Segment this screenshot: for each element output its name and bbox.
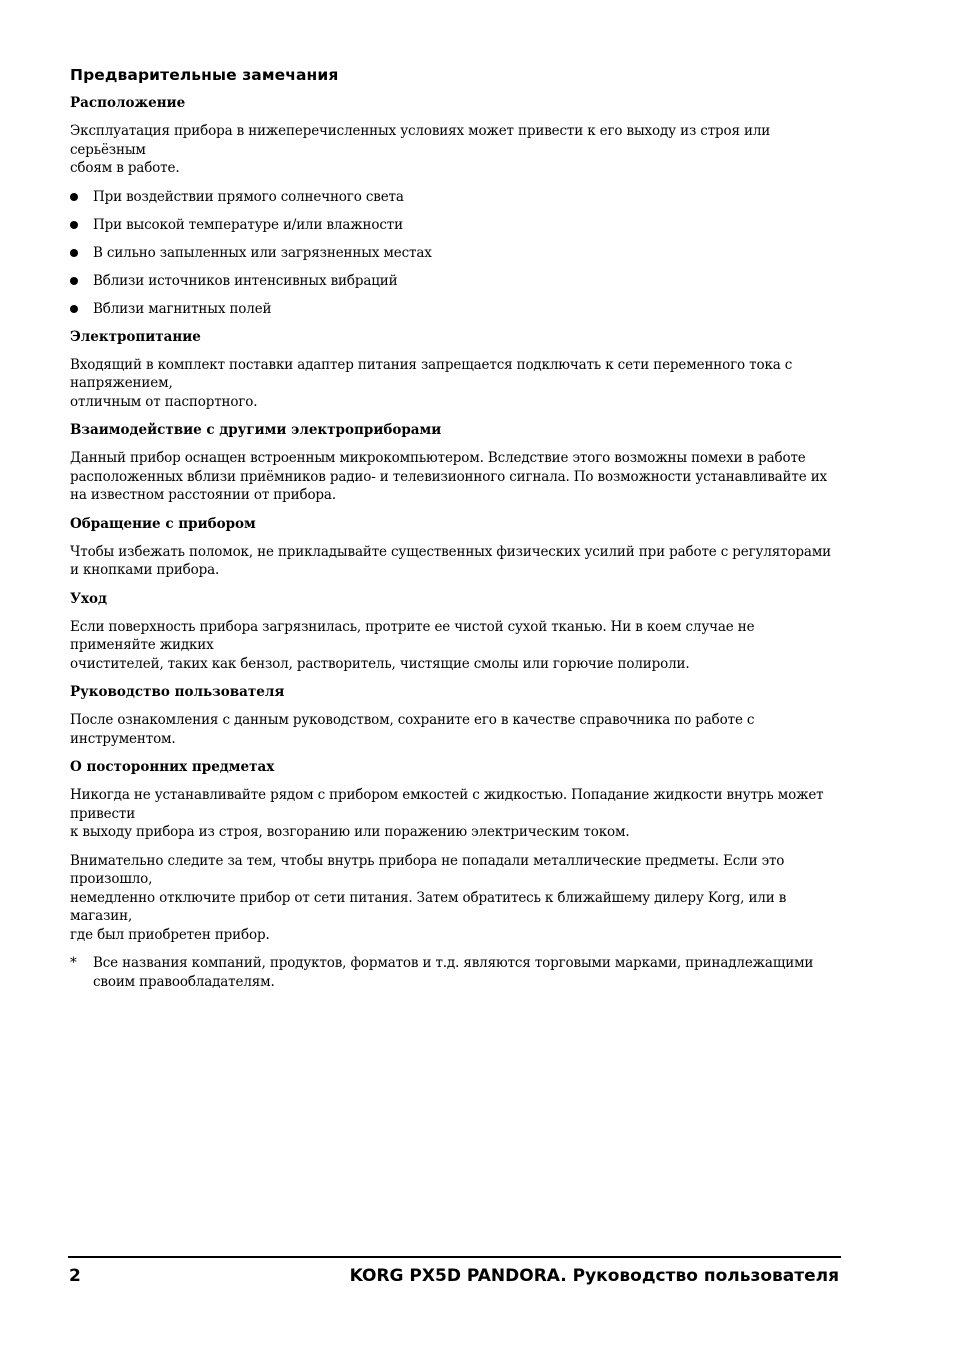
bullet-icon: [70, 221, 78, 229]
heading-interference: Взаимодействие с другими электроприборами: [70, 422, 442, 438]
asterisk-icon: *: [70, 955, 77, 971]
paragraph-care: Если поверхность прибора загрязнилась, протрите ее чистой сухой тканью. Ни в коем случае не применяйте жидких очистителей, таких как бензол, растворитель, чистящие смолы или горючие полироли.: [70, 618, 755, 672]
bullet-icon: [70, 249, 78, 257]
footer-title: KORG PX5D PANDORA. Руководство пользователя: [349, 1266, 839, 1286]
paragraph-liquids: Никогда не устанавливайте рядом с прибором емкостей с жидкостью. Попадание жидкости внутрь может привести к выходу прибора из строя, возгоранию или поражению электрическим током.: [70, 787, 824, 840]
page-title: Предварительные замечания: [70, 66, 339, 84]
trademark-note: * Все названия компаний, продуктов, форматов и т.д. являются торговыми марками, принадлежащими своим правообладателям.: [70, 955, 814, 990]
list-item: Вблизи магнитных полей: [70, 300, 842, 318]
page-footer: [68, 1266, 841, 1292]
paragraph-metal-objects: Внимательно следите за тем, чтобы внутрь прибора не попадали металлические предметы. Если это произошло, немедленно отключите прибор от сети питания. Затем обратитесь к ближайшему дилеру Korg, или в магазин, где был приобретен прибор.: [70, 852, 787, 943]
list-item: При воздействии прямого солнечного света: [70, 188, 842, 206]
heading-power: Электропитание: [70, 328, 201, 345]
bullet-icon: [70, 305, 78, 313]
paragraph-manual: После ознакомления с данным руководством, сохраните его в качестве справочника по работе с инструментом.: [70, 712, 755, 747]
page-number: 2: [69, 1266, 81, 1286]
heading-handling: Обращение с прибором: [70, 515, 256, 532]
heading-manual: Руководство пользователя: [70, 684, 285, 700]
footer-divider: [68, 1256, 841, 1258]
bullet-list-conditions: [70, 188, 842, 318]
paragraph-location: Эксплуатация прибора в нижеперечисленных условиях может привести к его выходу из строя или серьёзным сбоям в работе.: [70, 123, 771, 176]
paragraph-interference: Данный прибор оснащен встроенным микрокомпьютером. Вследствие этого возможны помехи в работе расположенных вблизи приёмников радио- и телевизионного сигнала. По возможности устанавливайте их на известном расстоянии от прибора.: [70, 450, 828, 503]
bullet-icon: [70, 277, 78, 285]
list-item: Вблизи источников интенсивных вибраций: [70, 272, 842, 290]
bullet-icon: [70, 193, 78, 201]
list-item: При высокой температуре и/или влажности: [70, 216, 842, 234]
paragraph-handling: Чтобы избежать поломок, не прикладывайте существенных физических усилий при работе с регуляторами и кнопками прибора.: [70, 543, 832, 578]
paragraph-power: Входящий в комплект поставки адаптер питания запрещается подключать к сети переменного тока с напряжением, отличным от паспортного.: [70, 356, 793, 410]
heading-foreign-objects: О посторонних предметах: [70, 759, 275, 775]
list-item: В сильно запыленных или загрязненных местах: [70, 244, 842, 262]
heading-care: Уход: [70, 590, 108, 607]
heading-location: Расположение: [70, 95, 186, 111]
document-body: [70, 66, 842, 991]
